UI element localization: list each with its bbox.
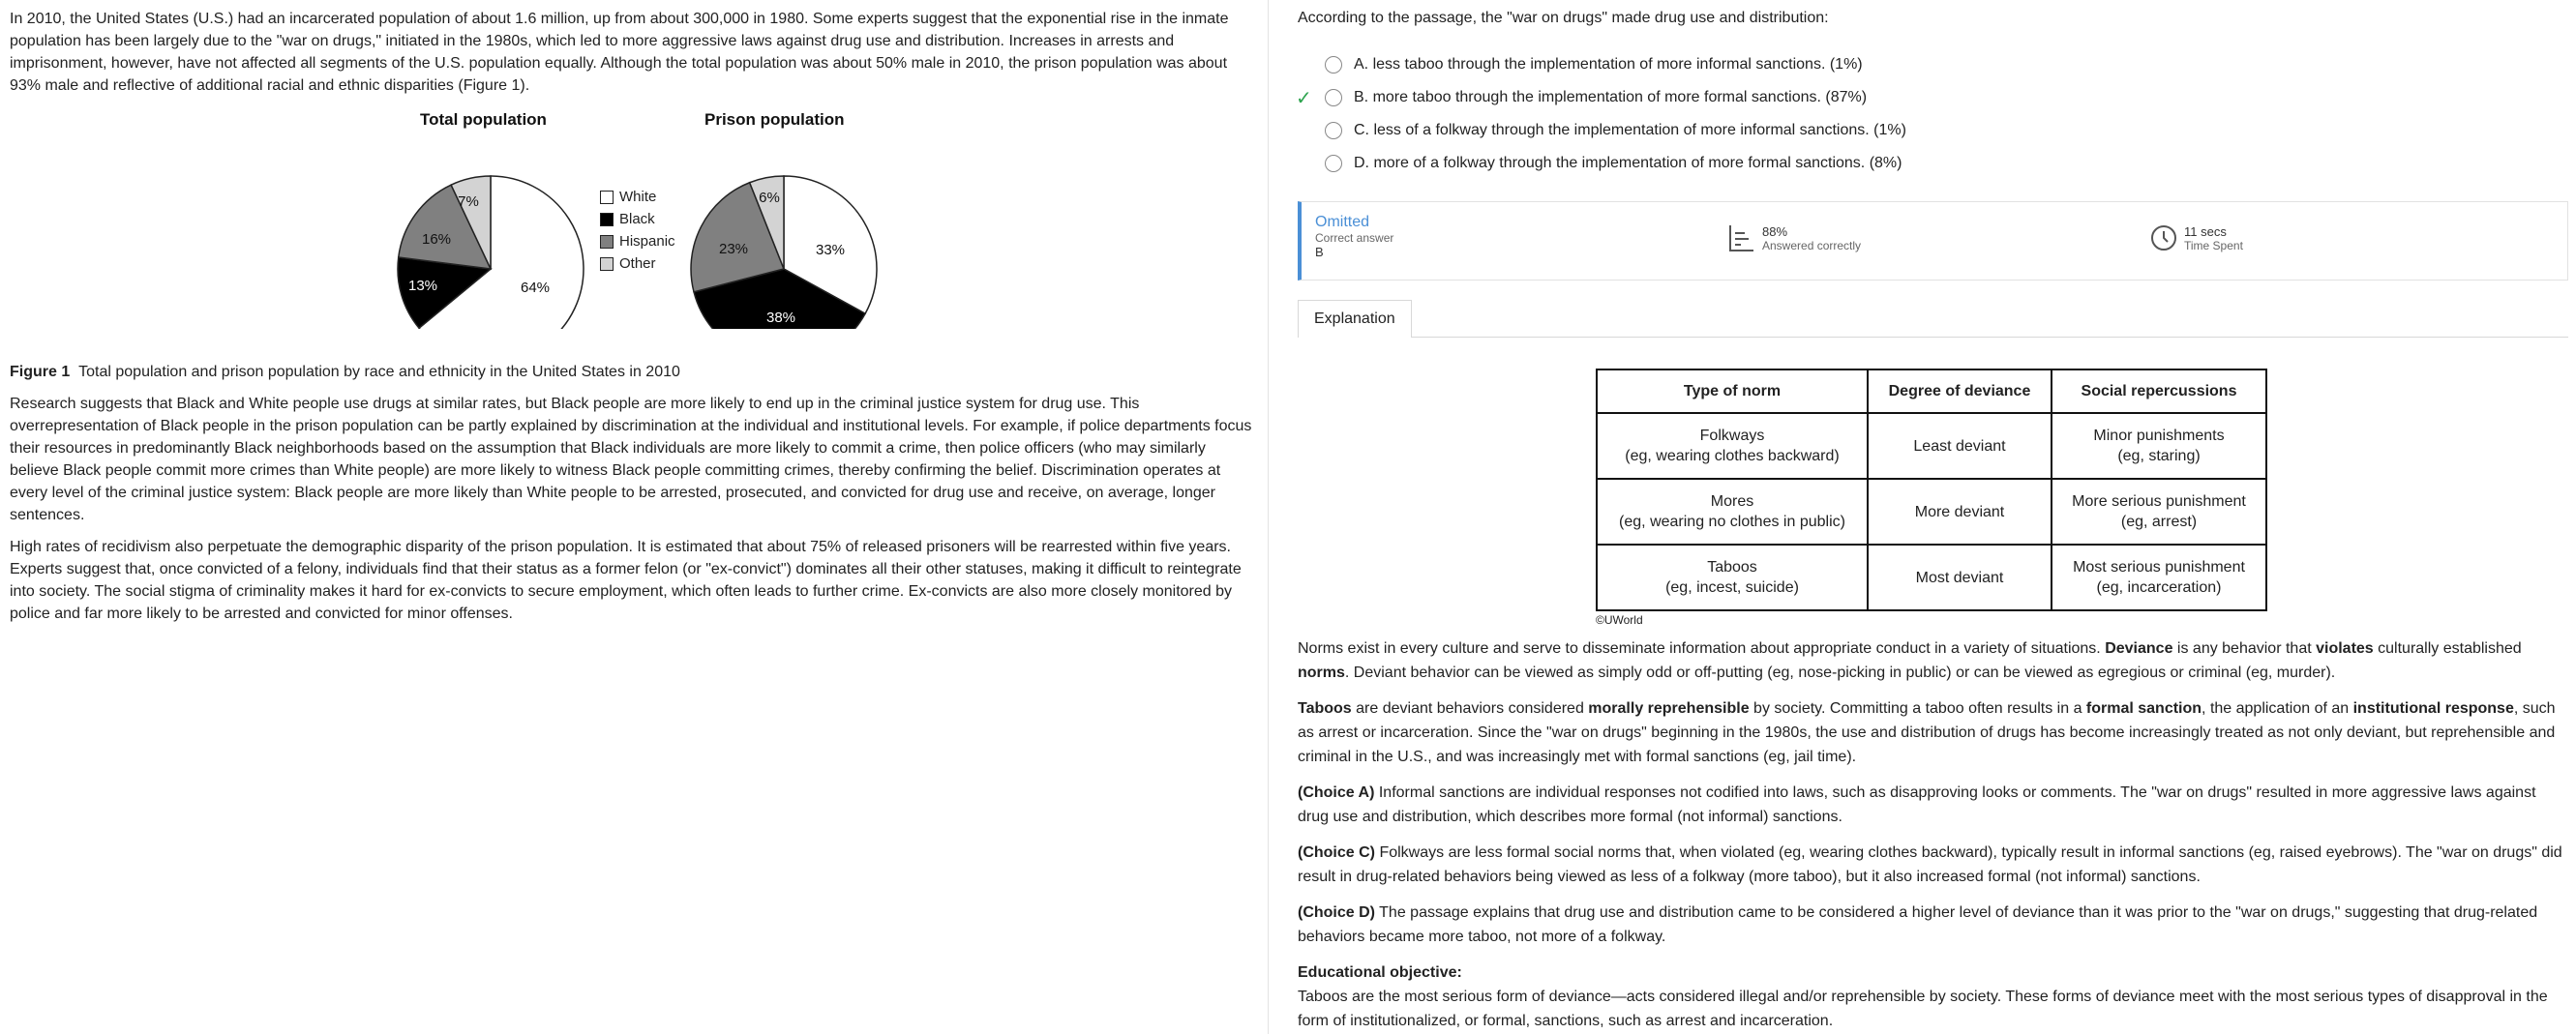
clock-icon [2149,223,2178,252]
passage-paragraph-3: High rates of recidivism also perpetuate the demographic disparity of the prison population. It is estimated that about 75% of released prisoners will be rearrested within five years. Experts suggest that, once convicted of a felony, individuals find that their status as a former felon (or "ex-convict") dominates all their other statuses, making it difficult to reintegrate into society. The social stigma of criminality makes it hard for ex-convicts to secure employment, which often leads to further crime. Ex-convicts are also more closely monitored by police and far more likely to be arrested and convicted for minor offenses. [10,539,1242,622]
omitted-status: Omitted [1315,214,1370,230]
pie-label-hispanic: 16% [421,231,452,248]
choice-a-explanation: (Choice A) Informal sanctions are individual responses not codified into laws, such as disapproving looks or comments. The "war on drugs" resulted in more aggressive laws against drug use and distribution, which describes more formal (not informal) sanctions. [1298,784,2536,825]
pie-label-other: 7% [458,193,479,210]
radio-button[interactable] [1325,89,1342,106]
explanation-body [1298,636,2568,1033]
percent-correct-block [1727,223,1861,252]
explanation-paragraph-1: Norms exist in every culture and serve to disseminate information about appropriate conduct in a variety of situations. Deviance is any behavior that violates culturally established norms. Deviant behavior can be viewed as simply odd or off-putting (eg, nose-picking in public) or can be viewed as egregious or criminal (eg, murder). [1298,640,2522,681]
choice-percent: (8%) [1869,155,1902,171]
radio-button[interactable] [1325,155,1342,172]
total-population-pie [398,176,584,329]
explanation-paragraph-2: Taboos are deviant behaviors considered morally reprehensible by society. Committing a taboo often results in a formal sanction, the application of an institutional response, such as arrest or incarceration. Since the "war on drugs" beginning in the 1980s, the use and distribution of drugs has become increasingly treated as not only deviant, but reprehensible and criminal in the U.S., and was increasingly met with formal sanctions (eg, jail time). [1298,700,2556,765]
time-spent-value: 11 secs [2184,223,2227,239]
table-cell: Folkways (eg, wearing clothes backward) [1597,413,1868,479]
choice-percent: (1%) [1829,56,1863,73]
status-block [1315,214,1393,259]
choice-percent: (1%) [1873,122,1906,138]
legend-label: Other [619,255,656,272]
percent-correct-label: Answered correctly [1762,238,1862,252]
passage-paragraph-2: Research suggests that Black and White people use drugs at similar rates, but Black people are more likely to end up in the criminal justice system for drug use. This overrepresentation of Black people in the prison population can be partly explained by discrimination at the individual and institutional levels. For example, if police departments focus their resources in predominantly Black neighborhoods based on the assumption that Black individuals are more likely to commit a crime, then police officers (who may similarly believe Black people commit more crimes than White people) are more likely to witness Black people committing crimes, thereby confirming the belief. Discrimination operates at every level of the criminal justice system: Black people are more likely than White people to be arrested, prosecuted, and convicted for drug use and receive, on average, longer sentences. [10,396,1252,523]
choice-c[interactable] [1298,114,2568,147]
educational-objective-text: Taboos are the most serious form of deviance—acts considered illegal and/or reprehensible by society. These forms of deviance meet with the most serious types of disapproval in the form of institutionalized, or formal, sanctions, such as arrest and incarceration. [1298,989,2548,1029]
total-population-title: Total population [420,110,547,129]
legend-item-hispanic [600,230,675,252]
prison-population-title: Prison population [704,110,845,129]
question-stem: According to the passage, the "war on drugs" made drug use and distribution: [1298,10,1829,26]
pie-label-white: 64% [520,280,551,296]
norms-table [1596,369,2267,611]
table-cell: Most serious punishment (eg, incarceration) [2052,545,2266,610]
legend-label: Black [619,211,655,227]
figure-caption [10,364,1258,381]
choice-a[interactable] [1298,48,2568,81]
table-row [1597,545,2266,610]
figure-1 [10,106,1258,329]
correct-answer-label: Correct answer [1315,231,1394,245]
prison-population-pie [691,176,877,329]
figure-caption-label: Figure 1 [10,364,71,380]
figure-caption-text: Total population and prison population by race and ethnicity in the United States in 2010 [78,364,680,380]
table-cell: Taboos (eg, incest, suicide) [1597,545,1868,610]
choice-b[interactable] [1298,81,2568,114]
table-header-row [1597,369,2266,413]
correct-answer-value: B [1315,245,1324,259]
legend-item-other [600,252,675,275]
answer-choices [1298,48,2568,180]
pie-label-hispanic: 23% [718,241,749,257]
tab-underline [1298,337,2568,338]
table-header: Degree of deviance [1868,369,2052,413]
table-row [1597,479,2266,545]
table-cell: Mores (eg, wearing no clothes in public) [1597,479,1868,545]
choice-letter: A. [1354,56,1369,73]
choice-letter: B. [1354,89,1369,105]
choice-d[interactable] [1298,147,2568,180]
choice-d-explanation: (Choice D) The passage explains that drug use and distribution came to be considered a higher level of deviance than it was prior to the "war on drugs," suggesting that drug-related behaviors became more taboo, not more of a folkway. [1298,904,2538,945]
educational-objective-label: Educational objective: [1298,964,1462,981]
passage-paragraph-1: In 2010, the United States (U.S.) had an incarcerated population of about 1.6 million, up from about 300,000 in 1980. Some experts suggest that the exponential rise in the inmate population has been largely due to the "war on drugs," initiated in the 1980s, which led to more aggressive laws against drug use and distribution. Increases in arrests and imprisonment, however, have not affected all segments of the U.S. population equally. Although the total population was about 50% male in 2010, the prison population was about 93% male and reflective of additional racial and ethnic disparities (Figure 1). [10,11,1229,94]
legend-swatch-black [600,213,614,226]
choice-letter: C. [1354,122,1369,138]
pie-label-white: 33% [815,242,846,258]
choice-letter: D. [1354,155,1369,171]
question-panel [1269,0,2576,1034]
legend-label: Hispanic [619,233,675,250]
copyright-notice: ©UWorld [1596,613,1643,627]
table-cell: More deviant [1868,479,2052,545]
answer-stats-bar [1298,201,2568,281]
legend-swatch-hispanic [600,235,614,249]
correct-check-icon: ✓ [1296,87,1312,109]
table-cell: More serious punishment (eg, arrest) [2052,479,2266,545]
pie-label-black: 13% [407,278,438,294]
passage-panel [0,0,1268,1034]
table-cell: Least deviant [1868,413,2052,479]
chart-legend [600,186,675,275]
pie-label-other: 6% [759,190,780,206]
bar-chart-icon [1727,223,1754,252]
pie-charts [10,106,1074,329]
time-spent-label: Time Spent [2184,238,2243,252]
choice-text: less taboo through the implementation of more informal sanctions. [1372,56,1826,73]
tab-explanation[interactable]: Explanation [1298,300,1412,338]
table-cell: Minor punishments (eg, staring) [2052,413,2266,479]
legend-item-black [600,208,675,230]
choice-percent: (87%) [1825,89,1868,105]
time-spent-block [2149,223,2243,252]
radio-button[interactable] [1325,122,1342,139]
choice-text: less of a folkway through the implementation of more informal sanctions. [1373,122,1870,138]
radio-button[interactable] [1325,56,1342,74]
choice-text: more taboo through the implementation of more formal sanctions. [1372,89,1821,105]
legend-swatch-other [600,257,614,271]
percent-correct-value: 88% [1762,223,1788,239]
pie-label-black: 38% [765,310,796,326]
choice-c-explanation: (Choice C) Folkways are less formal social norms that, when violated (eg, wearing clothes backward), typically result in informal sanctions (eg, raised eyebrows). The "war on drugs" did result in drug-related behaviors being viewed as less of a folkway (more taboo), but it also increased formal (not informal) sanctions. [1298,844,2562,885]
legend-item-white [600,186,675,208]
table-header: Type of norm [1597,369,1868,413]
table-header: Social repercussions [2052,369,2266,413]
legend-swatch-white [600,191,614,204]
choice-text: more of a folkway through the implementation of more formal sanctions. [1373,155,1866,171]
table-row [1597,413,2266,479]
table-cell: Most deviant [1868,545,2052,610]
legend-label: White [619,189,657,205]
